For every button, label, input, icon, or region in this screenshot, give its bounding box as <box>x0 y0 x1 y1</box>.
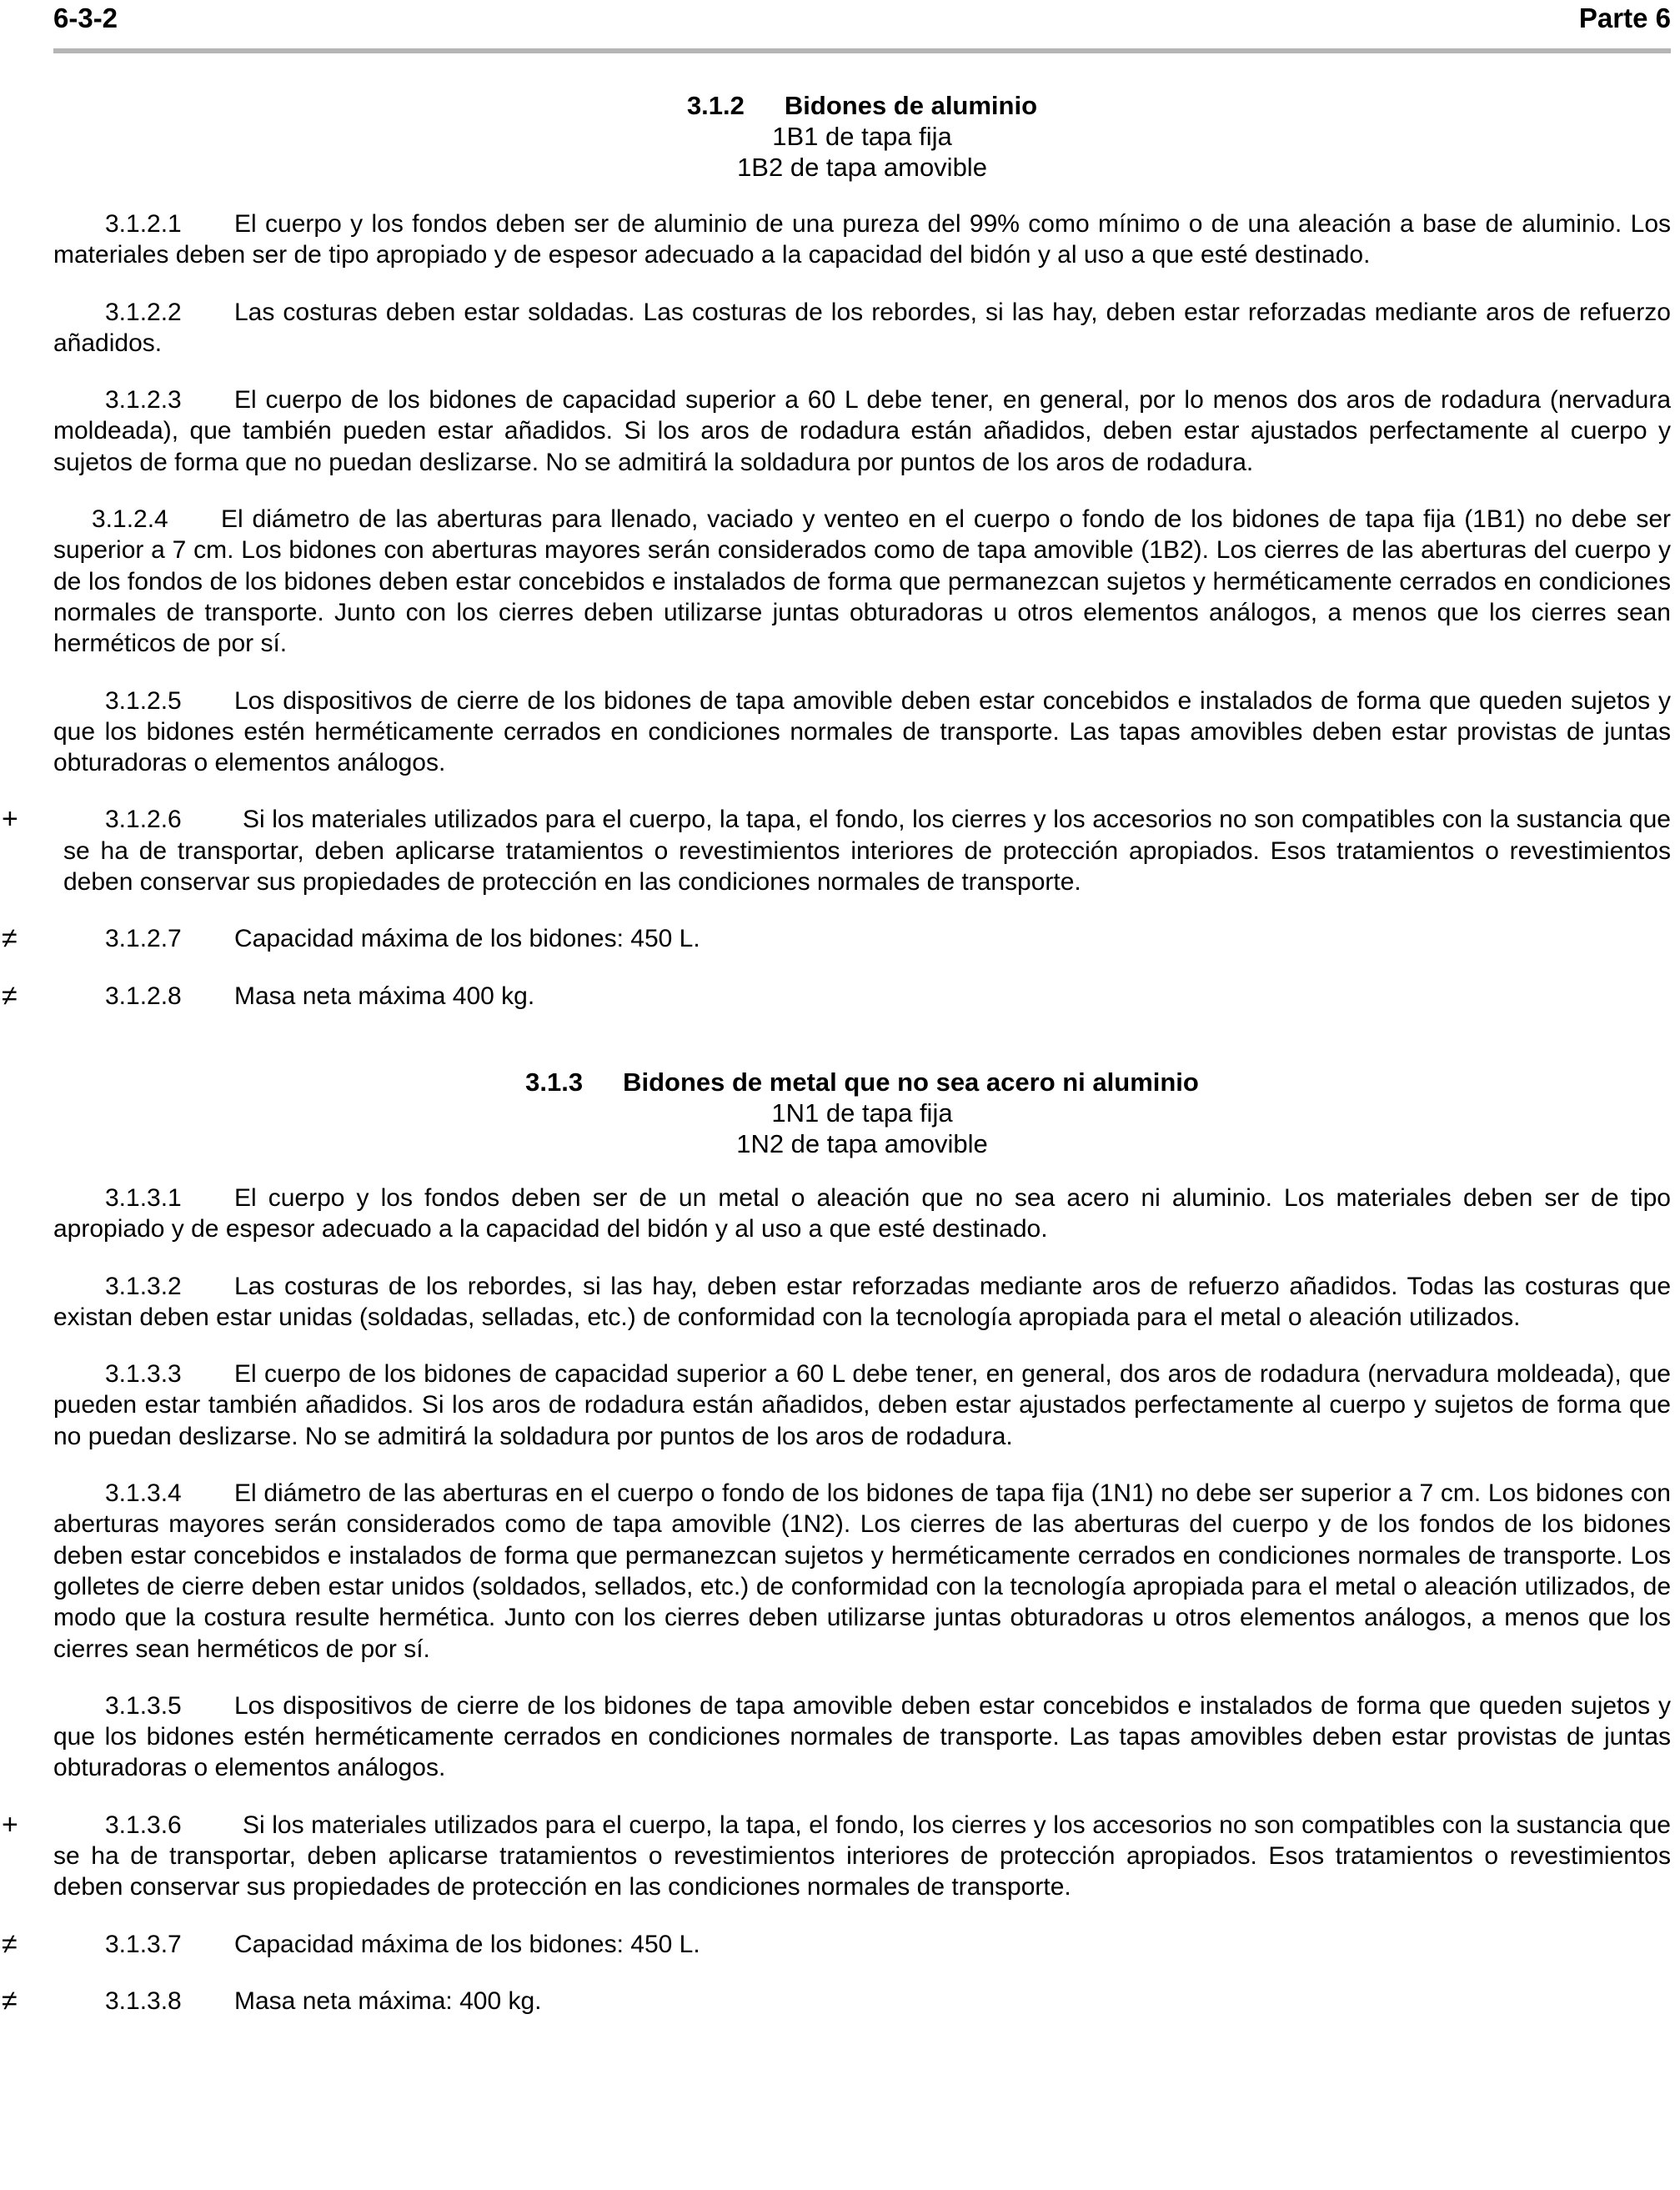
paragraph-3-1-2-6: + 3.1.2.6 Si los materiales utilizados para el cuerpo, la tapa, el fondo, los cierres y los accesorios no son compatibles con la sustancia que se ha de transportar, deben aplicarse tratamientos o revestimientos interiores de protección apropiados. Esos tratamientos o revestimientos deben conservar sus propiedades de protección en las condiciones normales de transporte. <box>2 803 1671 897</box>
section-number: 3.1.3 <box>525 1067 584 1097</box>
section-title: 3.1.2 Bidones de aluminio <box>686 91 1038 120</box>
paragraph-3-1-3-3: 3.1.3.3 El cuerpo de los bidones de capacidad superior a 60 L debe tener, en general, dos aros de rodadura (nervadura moldeada), que pueden estar también añadidos. Si los aros de rodadura están añadidos, deben estar ajustados perfectamente al cuerpo y sujetos de forma que no puedan deslizarse. No se admitirá la soldadura por puntos de los aros de rodadura. <box>53 1360 1671 1450</box>
paragraph-3-1-2-3: 3.1.2.3 El cuerpo de los bidones de capacidad superior a 60 L debe tener, en general, por lo menos dos aros de rodadura (nervadura moldeada), que también pueden estar añadidos. Si los aros de rodadura están añadidos, deben estar ajustados perfectamente al cuerpo y sujetos de forma que no puedan deslizarse. No se admitirá la soldadura por puntos de los aros de rodadura. <box>53 386 1671 476</box>
page-header <box>53 0 1671 53</box>
document-body <box>2 90 1671 2017</box>
change-mark: + <box>2 803 18 836</box>
paragraph-3-1-3-1: 3.1.3.1 El cuerpo y los fondos deben ser de un metal o aleación que no sea acero ni aluminio. Los materiales deben ser de tipo apropiado y de espesor adecuado a la capacidad del bidón y al uso a que esté destinado. <box>53 1183 1671 1243</box>
change-mark: ≠ <box>2 979 18 1012</box>
section-number: 3.1.2 <box>686 91 745 120</box>
change-mark: ≠ <box>2 922 18 955</box>
paragraph-3-1-3-2: 3.1.3.2 Las costuras de los rebordes, si las hay, deben estar reforzadas mediante aros de refuerzo añadidos. Todas las costuras que existan deben estar unidas (soldadas, selladas, etc.) de conformidad con la tecnología apropiada para el metal o aleación utilizados. <box>53 1272 1671 1331</box>
paragraph-3-1-3-5: 3.1.3.5 Los dispositivos de cierre de los bidones de tapa amovible deben estar concebidos e instalados de forma que queden sujetos y que los bidones estén herméticamente cerrados en condiciones normales de transporte. Las tapas amovibles deben estar provistas de juntas obturadoras o elementos análogos. <box>53 1691 1671 1782</box>
section-subtitle-1: 1N1 de tapa fija <box>771 1098 953 1128</box>
paragraph-3-1-2-4: 3.1.2.4 El diámetro de las aberturas para llenado, vaciado y venteo en el cuerpo o fondo de los bidones de tapa fija (1B1) no debe ser superior a 7 cm. Los bidones con aberturas mayores serán considerados como de tapa amovible (1B2). Los cierres de las aberturas del cuerpo y de los fondos de los bidones deben estar concebidos e instalados de forma que permanezcan sujetos y herméticamente cerrados en condiciones normales de transporte. Junto con los cierres deben utilizarse juntas obturadoras u otros elementos análogos, a menos que los cierres sean herméticos de por sí. <box>53 505 1671 658</box>
section-title: 3.1.3 Bidones de metal que no sea acero ni aluminio <box>525 1067 1199 1097</box>
paragraph-3-1-2-8: ≠ 3.1.2.8 Masa neta máxima 400 kg. <box>2 979 535 1012</box>
paragraph-3-1-3-4: 3.1.3.4 El diámetro de las aberturas en el cuerpo o fondo de los bidones de tapa fija (1N1) no debe ser superior a 7 cm. Los bidones con aberturas mayores serán considerados como de tapa amovible (1N2). Los cierres de las aberturas del cuerpo y de los fondos de los bidones deben estar concebidos e instalados de forma que permanezcan sujetos y herméticamente cerrados en condiciones normales de transporte. Los golletes de cierre deben estar unidos (soldados, sellados, etc.) de conformidad con la tecnología apropiada para el metal o aleación utilizados, de modo que la costura resulte hermética. Junto con los cierres deben utilizarse juntas obturadoras u otros elementos análogos, a menos que los cierres sean herméticos de por sí. <box>53 1479 1671 1663</box>
paragraph-3-1-3-7: ≠ 3.1.3.7 Capacidad máxima de los bidones: 450 L. <box>2 1927 700 1960</box>
paragraph-3-1-3-6: + 3.1.3.6 Si los materiales utilizados para el cuerpo, la tapa, el fondo, los cierres y los accesorios no son compatibles con la sustancia que se ha de transportar, deben aplicarse tratamientos o revestimientos interiores de protección apropiados. Esos tratamientos o revestimientos deben conservar sus propiedades de protección en las condiciones normales de transporte. <box>2 1808 1671 1901</box>
change-mark: ≠ <box>2 1984 18 2017</box>
section-subtitle-2: 1N2 de tapa amovible <box>736 1128 988 1158</box>
page-number: 6-3-2 <box>53 3 118 33</box>
section-subtitle-2: 1B2 de tapa amovible <box>737 153 987 182</box>
paragraph-3-1-2-2: 3.1.2.2 Las costuras deben estar soldadas. Las costuras de los rebordes, si las hay, deben estar reforzadas mediante aros de refuerzo añadidos. <box>53 298 1671 357</box>
paragraph-3-1-3-8: ≠ 3.1.3.8 Masa neta máxima: 400 kg. <box>2 1984 542 2017</box>
paragraph-3-1-2-5: 3.1.2.5 Los dispositivos de cierre de los bidones de tapa amovible deben estar concebidos e instalados de forma que queden sujetos y que los bidones estén herméticamente cerrados en condiciones normales de transporte. Las tapas amovibles deben estar provistas de juntas obturadoras o elementos análogos. <box>53 686 1671 777</box>
paragraph-3-1-2-7: ≠ 3.1.2.7 Capacidad máxima de los bidones: 450 L. <box>2 922 700 955</box>
paragraph-3-1-2-1: 3.1.2.1 El cuerpo y los fondos deben ser de aluminio de una pureza del 99% como mínimo o de una aleación a base de aluminio. Los materiales deben ser de tipo apropiado y de espesor adecuado a la capacidad del bidón y al uso a que esté destinado. <box>53 210 1671 269</box>
section-subtitle-1: 1B1 de tapa fija <box>772 122 952 151</box>
change-mark: ≠ <box>2 1927 18 1960</box>
section-heading-3-1-3 <box>53 1067 1671 1159</box>
part-label: Parte 6 <box>1578 3 1671 33</box>
section-heading-3-1-2 <box>53 90 1671 183</box>
change-mark: + <box>2 1808 18 1841</box>
